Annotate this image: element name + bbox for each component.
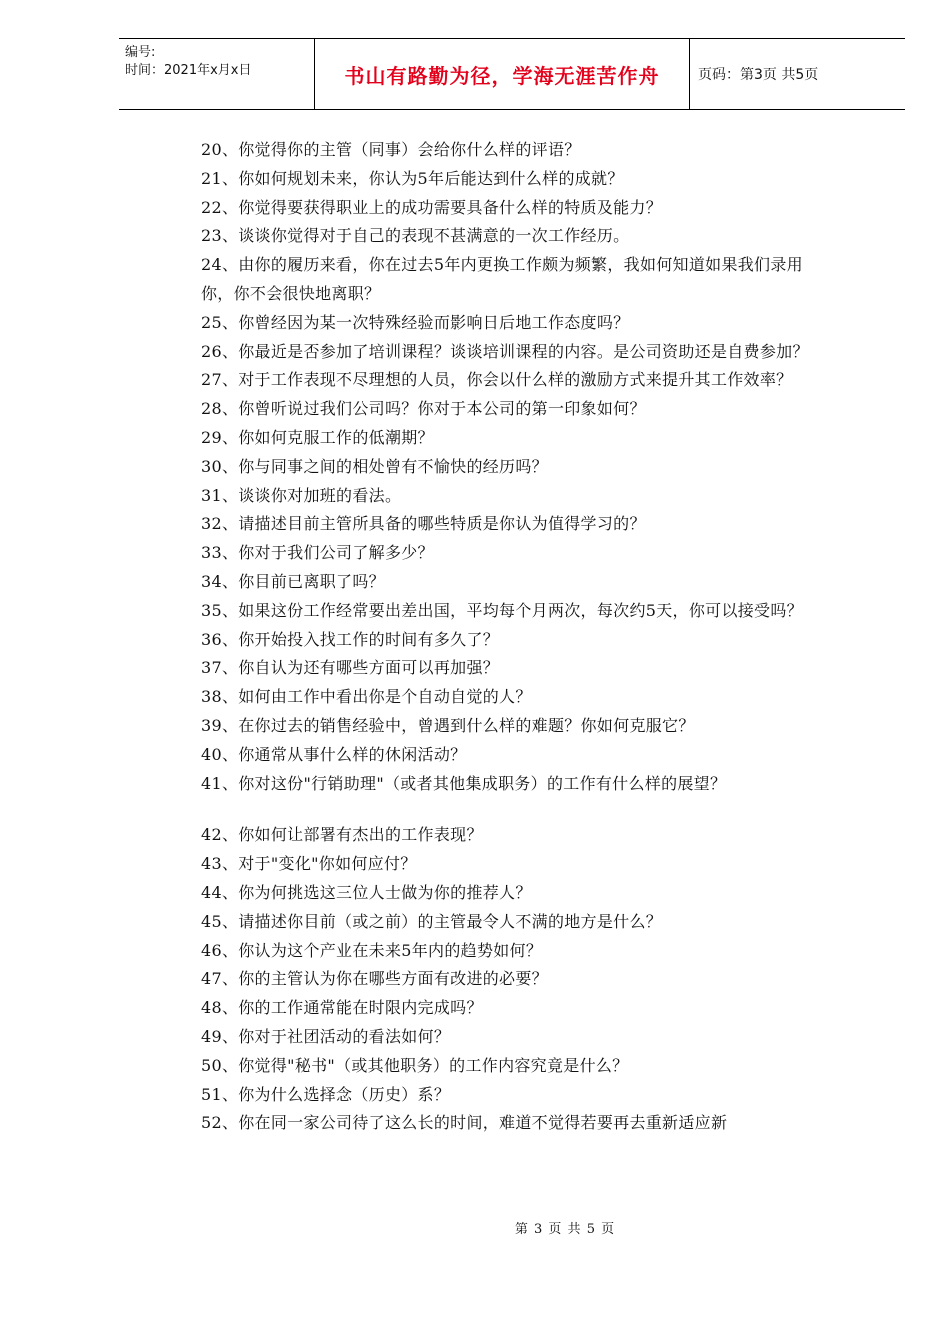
question-item: 37、你自认为还有哪些方面可以再加强？: [201, 658, 500, 678]
question-item: 46、你认为这个产业在未来5年内的趋势如何？: [201, 940, 543, 960]
question-item: 20、你觉得你的主管（同事）会给你什么样的评语？: [201, 140, 581, 159]
page-header: [119, 38, 905, 110]
question-item: 35、如果这份工作经常要出差出国，平均每个月两次，每次约5天，你可以接受吗？: [201, 600, 803, 620]
question-item: 48、你的工作通常能在时限内完成吗？: [201, 998, 483, 1018]
question-item: 38、如何由工作中看出你是个自动自觉的人？: [201, 687, 532, 707]
question-item: 49、你对于社团活动的看法如何？: [201, 1026, 451, 1046]
question-item: 33、你对于我们公司了解多少？: [201, 543, 434, 563]
motto: 书山有路勤为径，学海无涯苦作舟: [344, 63, 660, 88]
question-group-a: [201, 136, 819, 798]
question-item: 52、你在同一家公司待了这么长的时间，难道不觉得若要再去重新适应新: [201, 1113, 728, 1133]
question-item: 30、你与同事之间的相处曾有不愉快的经历吗？: [201, 456, 548, 476]
question-item: 21、你如何规划未来，你认为5年后能达到什么样的成就？: [201, 168, 624, 188]
page-label: 页码：第3页 共5页: [698, 67, 819, 83]
question-item: 23、谈谈你觉得对于自己的表现不甚满意的一次工作经历。: [201, 226, 630, 246]
question-item: 26、你最近是否参加了培训课程？谈谈培训课程的内容。是公司资助还是自费参加？: [201, 341, 809, 361]
question-item: 45、请描述你目前（或之前）的主管最令人不满的地方是什么？: [201, 911, 663, 931]
question-list: [201, 136, 819, 1138]
question-item: 51、你为什么选择念（历史）系？: [201, 1084, 451, 1104]
page-footer: [0, 1218, 950, 1237]
question-item: 47、你的主管认为你在哪些方面有改进的必要？: [201, 969, 548, 989]
question-item: 43、对于"变化"你如何应付？: [201, 854, 417, 874]
paragraph-gap: [201, 798, 819, 821]
question-item: 28、你曾听说过我们公司吗？你对于本公司的第一印象如何？: [201, 399, 646, 419]
header-info: [119, 39, 315, 109]
footer-page-number: 第 3 页 共 5 页: [514, 1222, 616, 1237]
question-item: 27、对于工作表现不尽理想的人员，你会以什么样的激励方式来提升其工作效率？: [201, 370, 793, 390]
question-item: 41、你对这份"行销助理"（或者其他集成职务）的工作有什么样的展望？: [201, 773, 727, 793]
question-item: 42、你如何让部署有杰出的工作表现？: [201, 825, 483, 845]
question-item: 36、你开始投入找工作的时间有多久了？: [201, 629, 500, 649]
question-item: 22、你觉得要获得职业上的成功需要具备什么样的特质及能力？: [201, 197, 663, 217]
question-item: 31、谈谈你对加班的看法。: [201, 485, 402, 505]
header-motto-cell: [315, 39, 690, 109]
question-item: 50、你觉得"秘书"（或其他职务）的工作内容究竟是什么？: [201, 1055, 629, 1075]
question-item: 40、你通常从事什么样的休闲活动？: [201, 744, 467, 764]
question-item: 24、由你的履历来看，你在过去5年内更换工作颇为频繁，我如何知道如果我们录用你，你不会很快地离职？: [201, 255, 803, 303]
question-group-b: [201, 821, 819, 1138]
number-label: 编号:: [125, 45, 156, 60]
question-item: 39、在你过去的销售经验中，曾遇到什么样的难题？你如何克服它？: [201, 715, 695, 735]
header-page-cell: [690, 39, 905, 109]
question-item: 34、你目前已离职了吗？: [201, 571, 385, 591]
question-item: 32、请描述目前主管所具备的哪些特质是你认为值得学习的？: [201, 514, 646, 534]
time-label: 时间：2021年x月x日: [125, 63, 252, 78]
question-item: 29、你如何克服工作的低潮期？: [201, 427, 434, 447]
question-item: 25、你曾经因为某一次特殊经验而影响日后地工作态度吗？: [201, 312, 630, 332]
question-item: 44、你为何挑选这三位人士做为你的推荐人？: [201, 882, 532, 902]
